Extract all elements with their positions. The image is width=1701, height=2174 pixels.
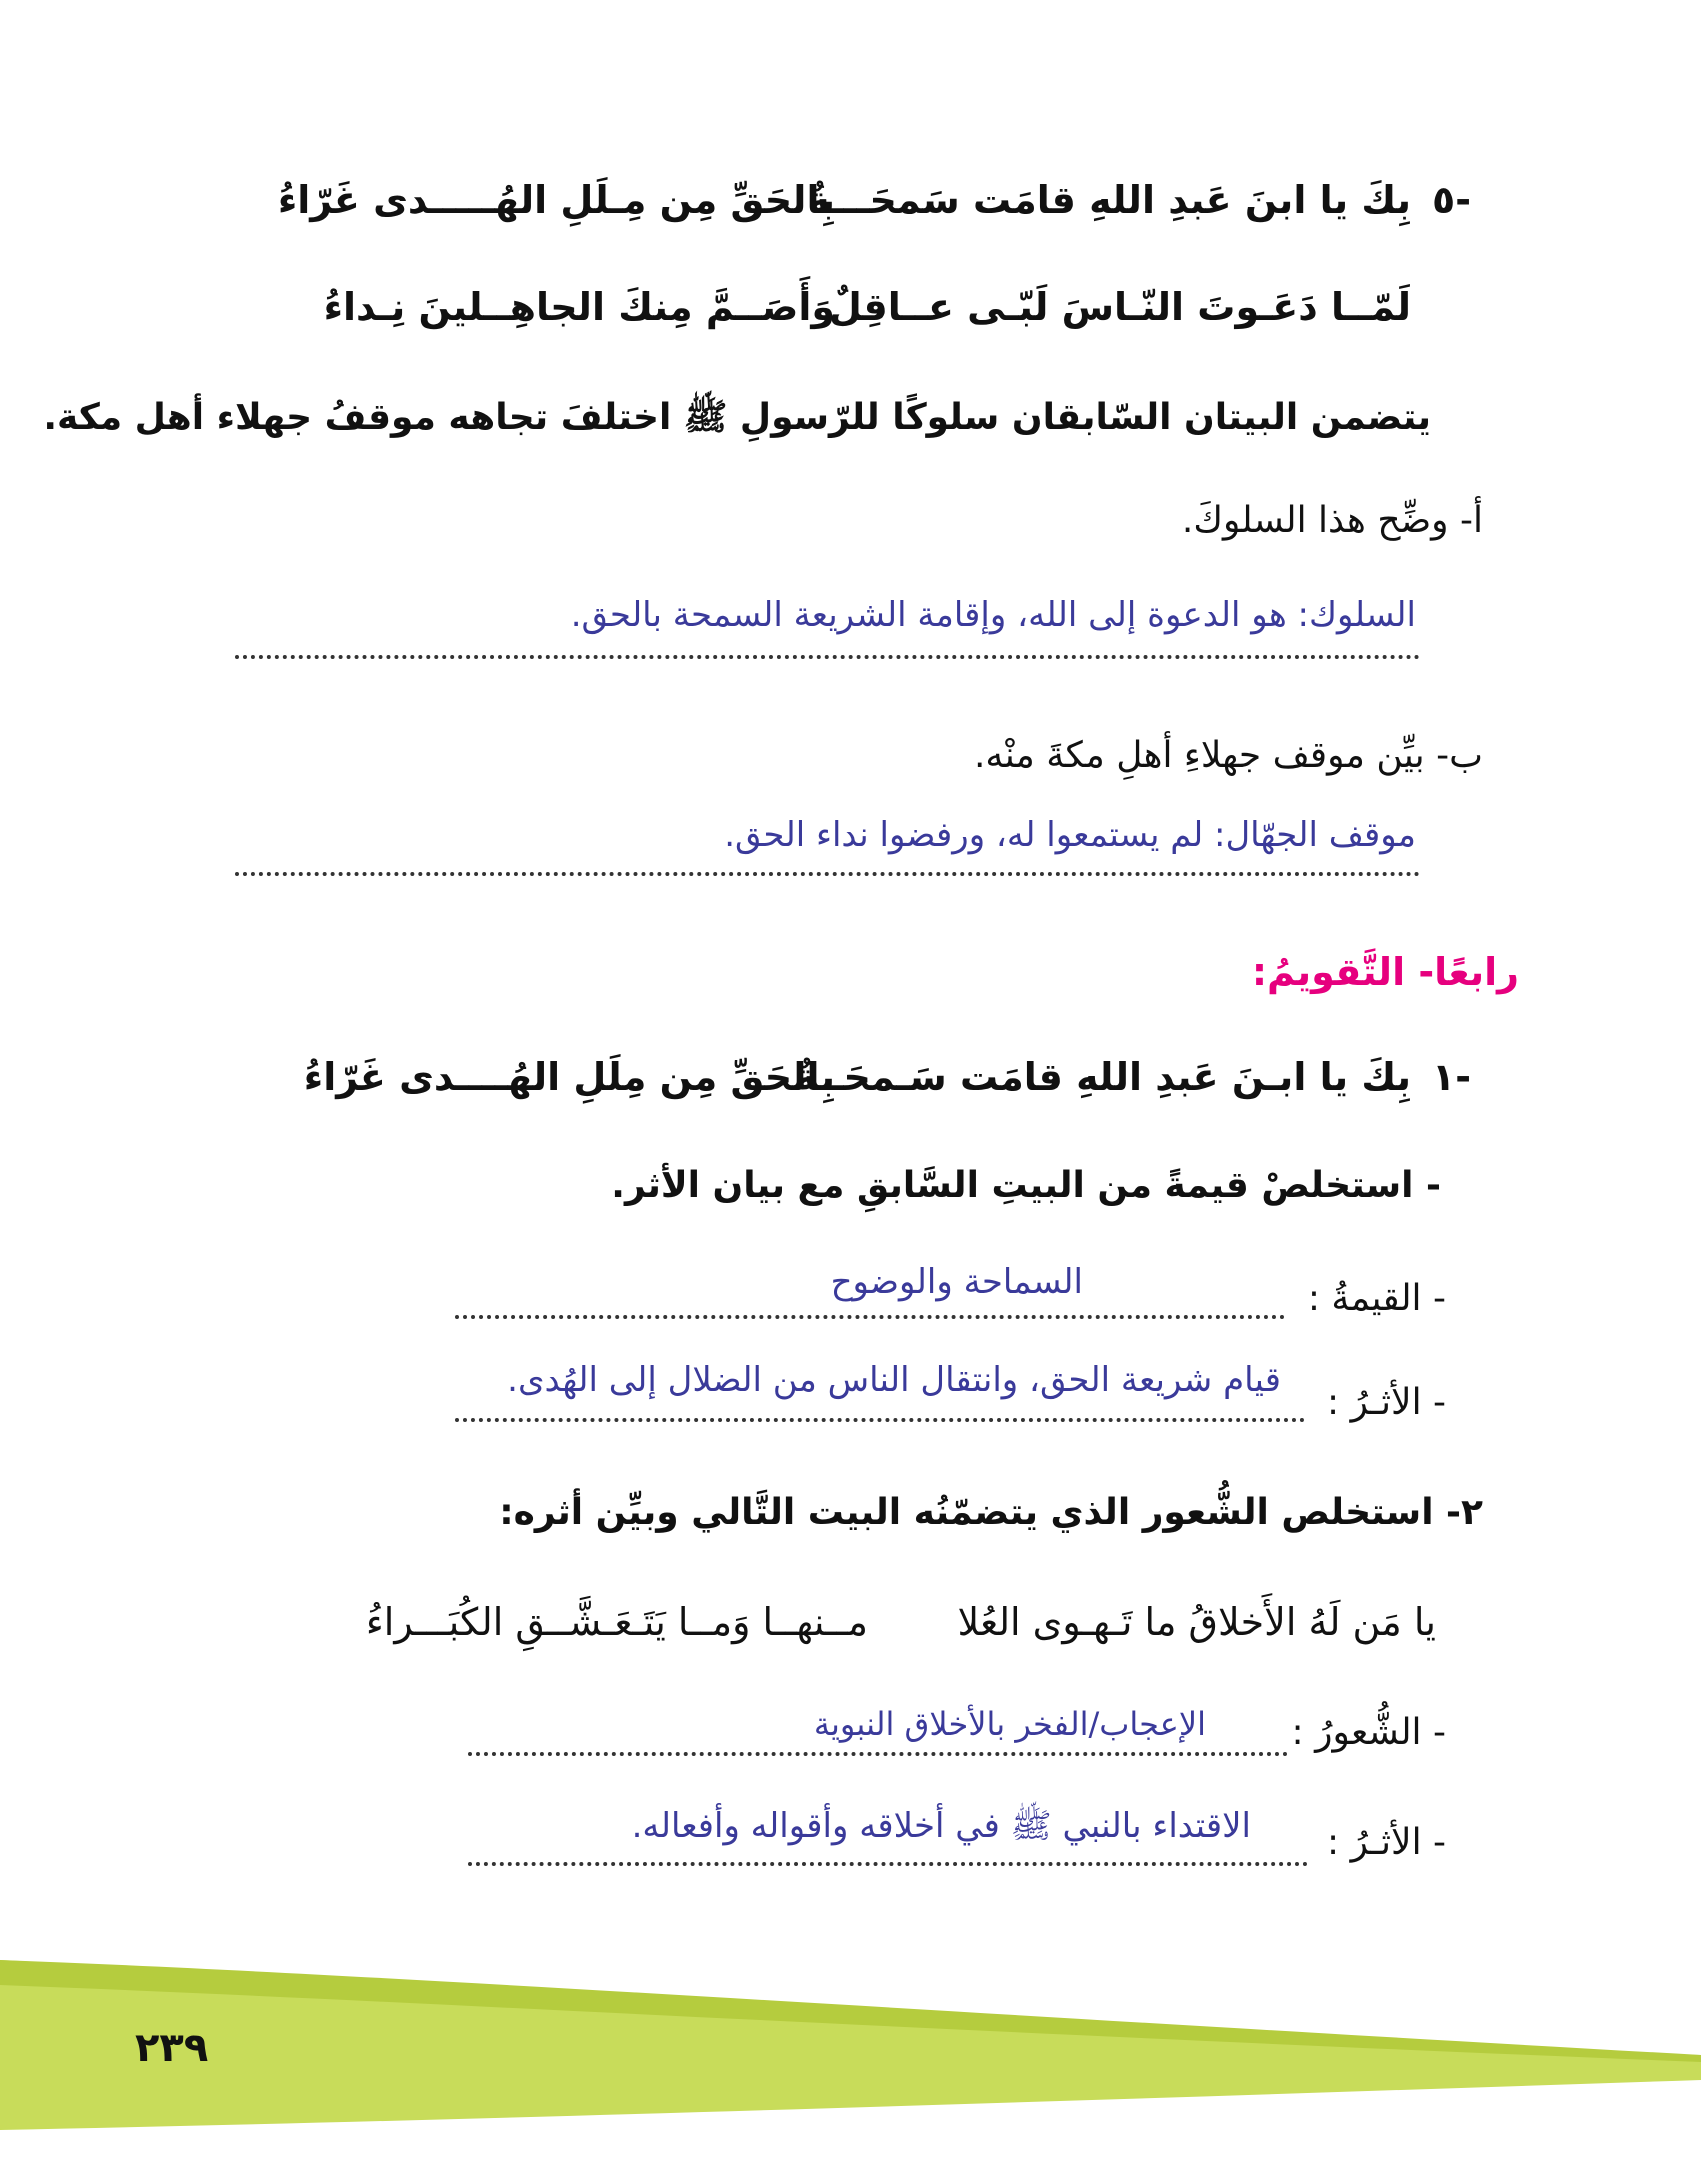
e2-effect-answer: الاقتداء بالنبي ﷺ في أخلاقه وأقواله وأفعاله. — [631, 1806, 1251, 1846]
e1-effect-line — [455, 1418, 1305, 1422]
e2-effect-line — [468, 1862, 1308, 1866]
e2-question: ٢- استخلص الشُّعور الذي يتضمّنُه البيت التَّالي وبيِّن أثره: — [499, 1492, 1483, 1533]
e1-verse-right: بِكَ يا ابـنَ عَبدِ اللهِ قامَت سَـمحَــةٌ — [794, 1055, 1411, 1099]
e2-effect-label: - الأثـرُ : — [1327, 1822, 1446, 1863]
q5-a-answer-line — [235, 655, 1420, 659]
e1-effect-answer: قيام شريعة الحق، وانتقال الناس من الضلال إلى الهُدى. — [507, 1360, 1281, 1400]
e1-value-label: - القيمةُ : — [1307, 1278, 1446, 1319]
q5-verse1-left: بِالحَقِّ مِن مِـلَلِ الهُـــــدى غَرّاءُ — [277, 178, 835, 222]
e2-feeling-line — [468, 1752, 1288, 1756]
e1-value-answer: السماحة والوضوح — [830, 1262, 1083, 1302]
q5-a-question: أ- وضِّح هذا السلوكَ. — [1181, 500, 1483, 541]
e2-verse-right: يا مَن لَهُ الأَخلاقُ ما تَـهـوى العُلا — [957, 1600, 1436, 1644]
q5-b-answer: موقف الجهّال: لم يستمعوا له، ورفضوا نداء الحق. — [724, 815, 1416, 855]
e2-feeling-label: - الشُّعورُ : — [1291, 1712, 1446, 1753]
e1-number: ١- — [1432, 1055, 1471, 1099]
e1-verse-left: بِالحَقِّ مِن مِلَلِ الهُــــدى غَرّاءُ — [303, 1055, 835, 1099]
q5-intro: يتضمن البيتان السّابقان سلوكًا للرّسولِ ﷺ اختلفَ تجاهه موقفُ جهلاء أهل مكة. — [43, 397, 1431, 438]
q5-number: ٥- — [1432, 178, 1471, 222]
section-title: رابعًا- التَّقويمُ: — [1251, 950, 1519, 994]
q5-a-answer: السلوك: هو الدعوة إلى الله، وإقامة الشريعة السمحة بالحق. — [570, 595, 1416, 635]
e2-verse-left: مــنهــا وَمــا يَتَـعَـشَّــقِ الكُبَـــراءُ — [365, 1600, 868, 1644]
e1-value-line — [455, 1315, 1285, 1319]
q5-verse2-left: وَأَصَــمَّ مِنكَ الجاهِــلينَ نِـداءُ — [323, 285, 835, 329]
q5-b-answer-line — [235, 872, 1420, 876]
e2-feeling-answer: الإعجاب/الفخر بالأخلاق النبوية — [813, 1705, 1206, 1743]
page-number: ٢٣٩ — [135, 2025, 209, 2071]
e1-task: - استخلصْ قيمةً من البيتِ السَّابقِ مع بيان الأثر. — [611, 1165, 1441, 1206]
q5-b-question: ب- بيِّن موقف جهلاءِ أهلِ مكةَ منْه. — [973, 735, 1483, 776]
e1-effect-label: - الأثـرُ : — [1327, 1382, 1446, 1423]
q5-verse2-right: لَمّــا دَعَـوتَ النّـاسَ لَبّـى عــاقِلٌ — [828, 285, 1411, 329]
q5-verse1-right: بِكَ يا ابنَ عَبدِ اللهِ قامَت سَمحَـــةٌ — [807, 178, 1411, 222]
